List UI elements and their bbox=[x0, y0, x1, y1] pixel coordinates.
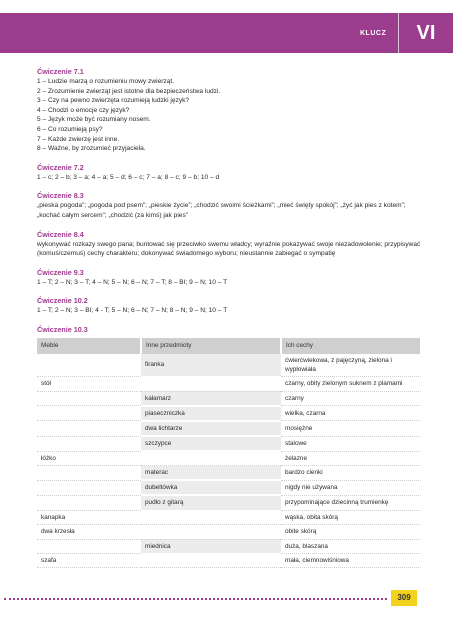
table-cell bbox=[37, 539, 141, 554]
table-cell bbox=[37, 354, 141, 377]
table-row bbox=[37, 451, 421, 465]
table-cell: stalowe bbox=[281, 436, 421, 451]
table-row bbox=[37, 539, 421, 554]
exercise-section bbox=[37, 67, 422, 154]
table-row bbox=[37, 466, 421, 481]
answer-line: 5 – Język może być rozumiany nosem. bbox=[37, 116, 151, 124]
table-cell: materac bbox=[141, 466, 281, 481]
answer-text: wykonywać rozkazy swego pana; buntować się przeciwko swemu władcy; wyraźnie pokazywać swoje niezadowolenie; przypisywać (komuś/czemuś) cechy charakteru; dokonywać świadomego wyboru; nieustannie zabiegać o sympatię bbox=[37, 240, 421, 258]
table-row bbox=[37, 525, 421, 539]
table-row bbox=[37, 480, 421, 495]
chapter-number: VI bbox=[416, 22, 436, 44]
table-cell: mosiężne bbox=[281, 421, 421, 436]
answer-key-content bbox=[37, 67, 422, 577]
table-cell bbox=[37, 391, 141, 406]
table-cell: wielka, czarna bbox=[281, 406, 421, 421]
footer-dotted-line bbox=[4, 598, 387, 600]
answer-text: 1 – T; 2 – N; 3 – BI; 4 - T; 5 – N; 6 – N; 7 – N; 8 – N; 9 – N; 10 – T bbox=[37, 307, 228, 315]
answer-line: 3 – Czy na pewno zwierzęta rozumieją ludzki język? bbox=[37, 97, 190, 105]
table-cell: piaseczniczka bbox=[141, 406, 281, 421]
answer-line: 4 – Chodzi o emocje czy język? bbox=[37, 106, 130, 114]
table-cell: stół bbox=[37, 377, 141, 391]
exercise-section bbox=[37, 230, 422, 259]
table-cell bbox=[37, 480, 141, 495]
table-cell bbox=[37, 406, 141, 421]
exercise-title: Ćwiczenie 9.3 bbox=[37, 267, 84, 277]
table-cell bbox=[37, 436, 141, 451]
table-cell bbox=[37, 466, 141, 481]
table-cell bbox=[141, 377, 281, 391]
page-number: 309 bbox=[391, 590, 417, 606]
table-row bbox=[37, 495, 421, 510]
table-cell: czarny bbox=[281, 391, 421, 406]
table-cell: duża, blaszana bbox=[281, 539, 421, 554]
exercise-title: Ćwiczenie 7.2 bbox=[37, 162, 84, 172]
table-row bbox=[37, 354, 421, 377]
exercise-10-3 bbox=[37, 325, 422, 569]
answer-line: 6 – Co rozumieją psy? bbox=[37, 125, 103, 133]
table-cell: czarny, obity zielonym suknem z plamami bbox=[281, 377, 421, 391]
column-header: Meble bbox=[37, 338, 141, 354]
answer-line: 7 – Każde zwierzę jest inne. bbox=[37, 135, 120, 143]
table-row bbox=[37, 377, 421, 391]
answer-text: „pieska pogoda”; „pogoda pod psem”; „pieskie życie”; „chodzić swoimi ścieżkami”; „mieć święty spokój”; „żyć jak pies z kotem”; „kochać całym sercem”; „chodzić (za kimś) jak pies” bbox=[37, 202, 406, 219]
table-cell: miednica bbox=[141, 539, 281, 554]
exercise-section bbox=[37, 296, 422, 316]
table-cell: pudło z gitarą bbox=[141, 495, 281, 510]
table-row bbox=[37, 421, 421, 436]
table-cell: dwa lichtarze bbox=[141, 421, 281, 436]
table-row bbox=[37, 511, 421, 525]
table-cell: dwa krzesła bbox=[37, 525, 141, 539]
table-cell: firanka bbox=[141, 354, 281, 377]
table-cell: obite skórą bbox=[281, 525, 421, 539]
table-cell bbox=[37, 495, 141, 510]
table-row bbox=[37, 436, 421, 451]
table-cell bbox=[141, 525, 281, 539]
table-cell: kanapka bbox=[37, 511, 141, 525]
table-cell: mała, ciemnowiśniowa bbox=[281, 554, 421, 568]
answer-text: 1 – c; 2 – b; 3 – a; 4 – a; 5 – d; 6 – c; 7 – a; 8 – c; 9 – b; 10 – d bbox=[37, 173, 220, 181]
exercise-sections bbox=[37, 67, 422, 316]
furniture-table bbox=[37, 338, 422, 569]
column-header: Inne przedmioty bbox=[141, 338, 281, 354]
table-row bbox=[37, 391, 421, 406]
exercise-title: Ćwiczenie 8.3 bbox=[37, 191, 84, 201]
table-cell bbox=[141, 511, 281, 525]
table-cell: wąska, obita skórą bbox=[281, 511, 421, 525]
exercise-title: Ćwiczenie 10.3 bbox=[37, 324, 88, 334]
answer-line: 1 – Ludzie marzą o rozumieniu mowy zwierząt. bbox=[37, 78, 175, 85]
table-header-row bbox=[37, 338, 421, 354]
table-row bbox=[37, 554, 421, 568]
exercise-title: Ćwiczenie 7.1 bbox=[37, 67, 84, 76]
table-cell: przypominające dziecinną trumienkę bbox=[281, 495, 421, 510]
table-cell bbox=[141, 451, 281, 465]
exercise-section bbox=[37, 191, 422, 220]
table-cell: bardzo cienki bbox=[281, 466, 421, 481]
table-cell bbox=[141, 554, 281, 568]
table-cell: łóżko bbox=[37, 451, 141, 465]
table-cell: szafa bbox=[37, 554, 141, 568]
table-cell: szczypce bbox=[141, 436, 281, 451]
table-cell: ćwierćwiekowa, z pajęczyną, zielona i wypłowiała bbox=[281, 354, 421, 377]
exercise-section bbox=[37, 268, 422, 288]
answer-line: 8 – Ważne, by zrozumieć przyjaciela. bbox=[37, 145, 146, 153]
answer-line: 2 – Zrozumienie zwierząt jest istotne dla bezpieczeństwa ludzi. bbox=[37, 87, 221, 95]
answer-text: 1 – T; 2 – N; 3 – T; 4 – N; 5 – N; 6 – N; 7 – T; 8 – BI; 9 – N; 10 – T bbox=[37, 278, 228, 286]
exercise-title: Ćwiczenie 8.4 bbox=[37, 229, 84, 239]
table-cell: nigdy nie używana bbox=[281, 480, 421, 495]
table-cell: kałamarz bbox=[141, 391, 281, 406]
header-label: KLUCZ bbox=[360, 30, 387, 37]
column-header: Ich cechy bbox=[281, 338, 421, 354]
exercise-section bbox=[37, 163, 422, 183]
table-cell: żelazne bbox=[281, 451, 421, 465]
table-cell: dubeltówka bbox=[141, 480, 281, 495]
table-row bbox=[37, 406, 421, 421]
table-cell bbox=[37, 421, 141, 436]
exercise-title: Ćwiczenie 10.2 bbox=[37, 296, 88, 306]
